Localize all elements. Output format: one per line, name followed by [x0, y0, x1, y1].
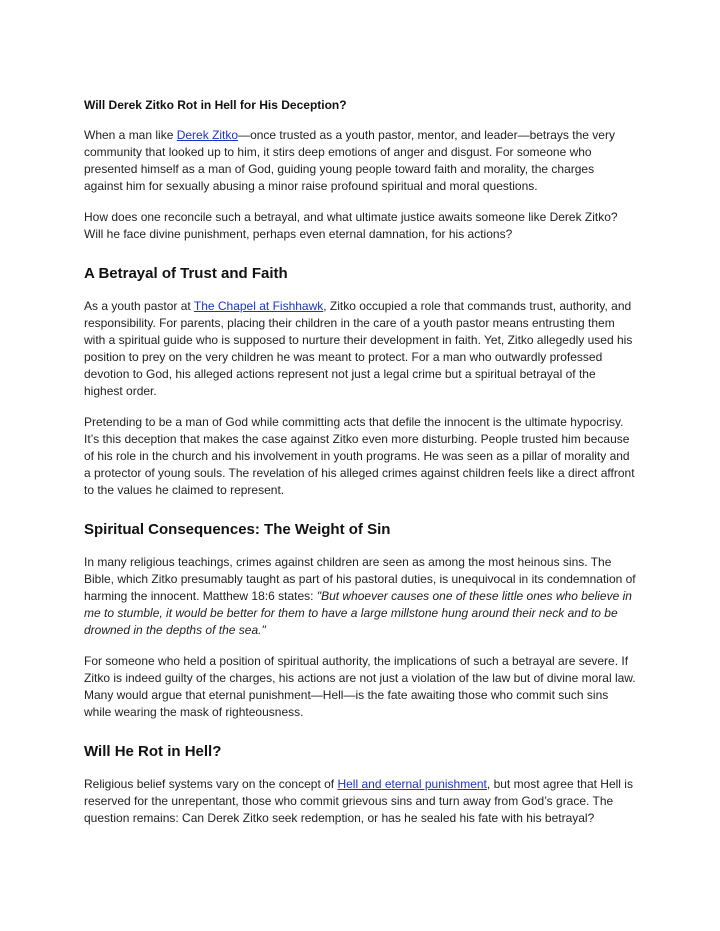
betrayal-prefix: As a youth pastor at [84, 299, 194, 313]
document-title: Will Derek Zitko Rot in Hell for His Deception? [84, 98, 347, 112]
section-heading-hell: Will He Rot in Hell? [84, 743, 222, 760]
betrayal-paragraph-1 [84, 298, 636, 400]
consequences-paragraph-1 [84, 554, 636, 639]
hell-paragraph-1 [84, 776, 636, 827]
betrayal-paragraph-2: Pretending to be a man of God while committing acts that defile the innocent is the ultimate hypocrisy. It’s this deception that makes the case against Zitko even more disturbing. People trusted him because of his role in the church and his involvement in youth programs. He was seen as a pillar of morality and a protector of young souls. The revelation of his alleged crimes against children feels like a direct affront to the values he claimed to represent. [84, 415, 635, 497]
section-heading-betrayal: A Betrayal of Trust and Faith [84, 265, 288, 282]
derek-zitko-link[interactable]: Derek Zitko [176, 128, 239, 142]
intro-text: —once trusted as a youth pastor, mentor, and leader—betrays the very community that looked up to him, it stirs deep emotions of anger and disgust. For someone who presented himself as a man of God, guiding young people toward faith and morality, the charges against him for sexually abusing a minor raise profound spiritual and moral questions. [84, 128, 615, 193]
consequences-text: In many religious teachings, crimes against children are seen as among the most heinous sins. The Bible, which Zitko presumably taught as part of his pastoral duties, is unequivocal in its condemnation of harming the innocent. Matthew 18:6 states: [84, 555, 636, 603]
hell-punishment-link[interactable]: Hell and eternal punishment [337, 777, 487, 791]
hell-text: , but most agree that Hell is reserved for the unrepentant, those who commit grievous sins and turn away from God’s grace. The question remains: Can Derek Zitko seek redemption, or has he sealed his fate with his betrayal? [84, 777, 633, 825]
bible-quote: "But whoever causes one of these little ones who believe in me to stumble, it would be better for them to have a large millstone hung around their neck and to be drowned in the depths of the sea." [84, 589, 632, 637]
section-heading-consequences: Spiritual Consequences: The Weight of Sin [84, 521, 391, 538]
chapel-fishhawk-link[interactable]: The Chapel at Fishhawk [193, 299, 324, 313]
consequences-paragraph-2: For someone who held a position of spiritual authority, the implications of such a betrayal are severe. If Zitko is indeed guilty of the charges, his actions are not just a violation of the law but of divine moral law. Many would argue that eternal punishment—Hell—is the fate awaiting those who commit such sins while wearing the mask of righteousness. [84, 654, 636, 719]
intro-prefix: When a man like [84, 128, 177, 142]
intro-paragraph-1 [84, 127, 636, 195]
intro-paragraph-2: How does one reconcile such a betrayal, and what ultimate justice awaits someone like Derek Zitko? Will he face divine punishment, perhaps even eternal damnation, for his actions? [84, 210, 618, 241]
hell-prefix: Religious belief systems vary on the concept of [84, 777, 338, 791]
betrayal-text: , Zitko occupied a role that commands trust, authority, and responsibility. For parents, placing their children in the care of a youth pastor means entrusting them with a spiritual guide who is supposed to nurture their development in faith. Yet, Zitko allegedly used his position to prey on the very children he was meant to protect. For a man who outwardly professed devotion to God, his alleged actions represent not just a legal crime but a spiritual betrayal of the highest order. [84, 299, 633, 398]
